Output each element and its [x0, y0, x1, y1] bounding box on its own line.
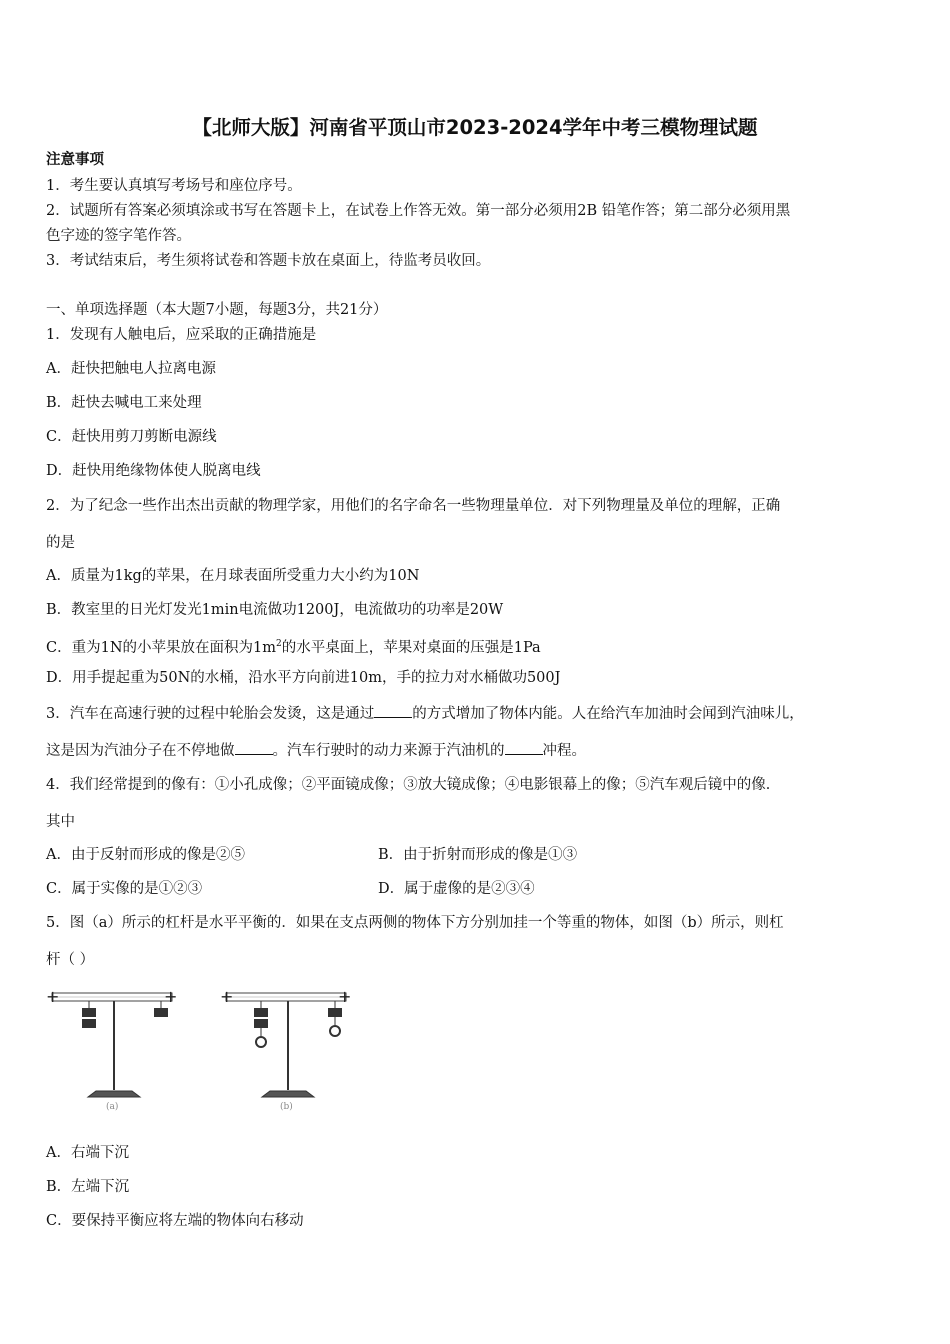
question-5-stem-cont: 杆（ ） [46, 952, 95, 968]
question-2-option-b: B．教室里的日光灯发光1min电流做功1200J，电流做功的功率是20W [46, 602, 504, 618]
question-1-stem: 1．发现有人触电后，应采取的正确措施是 [46, 327, 317, 343]
question-2-option-a: A．质量为1kg的苹果，在月球表面所受重力大小约为10N [46, 568, 420, 584]
question-1-option-a: A．赶快把触电人拉离电源 [46, 361, 216, 377]
notice-item: 1．考生要认真填写考场号和座位序号。 [46, 178, 302, 194]
question-3-line-1: 3．汽车在高速行驶的过程中轮胎会发烫，这是通过 的方式增加了物体内能。人在给汽车加油时会闻到汽油味儿， [46, 703, 804, 724]
answer-blank [235, 740, 273, 755]
question-4-stem: 4．我们经常提到的像有：①小孔成像；②平面镜成像；③放大镜成像；④电影银幕上的像；⑤汽车观后镜中的像． [46, 777, 781, 793]
question-1-option-d: D．赶快用绝缘物体使人脱离电线 [46, 463, 261, 479]
svg-text:+: + [46, 987, 60, 1006]
lever-diagram-a [46, 987, 177, 1112]
figure-a-label: (a) [106, 1102, 119, 1112]
question-1-option-b: B．赶快去喊电工来处理 [46, 395, 202, 411]
question-4-stem-cont: 其中 [46, 814, 75, 830]
notice-item: 3．考试结束后，考生须将试卷和答题卡放在桌面上，待监考员收回。 [46, 253, 491, 269]
answer-blank [374, 703, 412, 718]
question-2-option-c: C．重为1N的小苹果放在面积为$1m^2$的水平桌面上，苹果对桌面的压强是1Pa [46, 639, 541, 656]
lever-figure [40, 980, 370, 1115]
notice-item: 2．试题所有答案必须填涂或书写在答题卡上，在试卷上作答无效。第一部分必须用2B 铅笔作答；第二部分必须用黑 [46, 203, 791, 219]
answer-blank [505, 740, 543, 755]
question-4-option-a: A．由于反射而形成的像是②⑤ [46, 847, 245, 863]
question-3-line-2: 这是因为汽油分子在不停地做 。汽车行驶时的动力来源于汽油机的 冲程。 [46, 740, 586, 761]
question-2-option-d: D．用手提起重为50N的水桶，沿水平方向前进10m，手的拉力对水桶做功500J [46, 670, 561, 686]
page-title: 【北师大版】河南省平顶山市2023-2024学年中考三模物理试题 [192, 116, 758, 139]
svg-text:+: + [220, 987, 234, 1006]
question-2-stem-cont: 的是 [46, 535, 75, 551]
question-4-option-c: C．属于实像的是①②③ [46, 881, 203, 897]
superscript: 2 [275, 639, 282, 649]
question-5-option-c: C．要保持平衡应将左端的物体向右移动 [46, 1213, 304, 1229]
question-1-option-c: C．赶快用剪刀剪断电源线 [46, 429, 217, 445]
section-heading: 一、单项选择题（本大题7小题，每题3分，共21分） [46, 302, 388, 318]
notice-item: 色字迹的签字笔作答。 [46, 228, 191, 244]
question-4-option-d: D．属于虚像的是②③④ [378, 881, 535, 897]
svg-text:+: + [164, 987, 178, 1006]
question-5-option-b: B．左端下沉 [46, 1179, 130, 1195]
notice-heading: 注意事项 [46, 151, 104, 168]
question-5-option-a: A．右端下沉 [46, 1145, 129, 1161]
figure-b-label: (b) [280, 1102, 293, 1112]
question-4-option-b: B．由于折射而形成的像是①③ [378, 847, 578, 863]
svg-text:+: + [338, 987, 352, 1006]
lever-diagram-b [220, 987, 351, 1112]
question-2-stem: 2．为了纪念一些作出杰出贡献的物理学家，用他们的名字命名一些物理量单位．对下列物理量及单位的理解，正确 [46, 498, 781, 514]
question-5-stem: 5．图（a）所示的杠杆是水平平衡的．如果在支点两侧的物体下方分别加挂一个等重的物体，如图（b）所示，则杠 [46, 915, 784, 931]
